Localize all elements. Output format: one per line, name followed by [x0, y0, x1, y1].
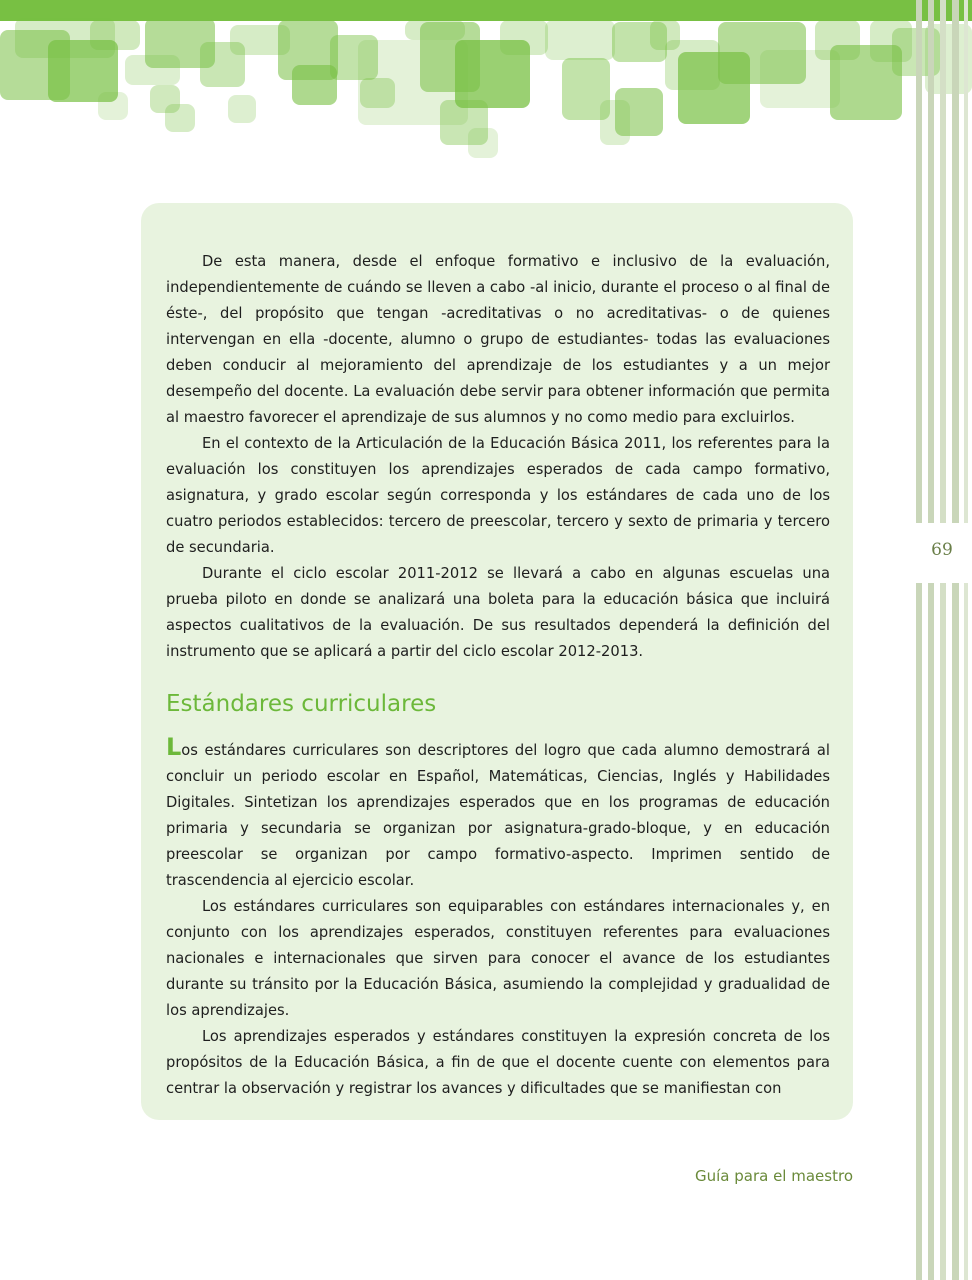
paragraph-text: os estándares curriculares son descriptores del logro que cada alumno demostrará al concluir un periodo escolar en Español, Matemáticas, Ciencias, Inglés y Habilidades Digitales. Sintetizan los aprendizajes esperados que en los programas de educación primaria y secundaria se organizan por asignatura-grado-bloque, y en educación preescolar se organizan por campo formativo-aspecto. Imprimen sentido de trascendencia al ejercicio escolar.	[166, 742, 830, 889]
paragraph: En el contexto de la Articulación de la Educación Básica 2011, los referentes para la evaluación los constituyen los aprendizajes esperados de cada campo formativo, asignatura, y grado escolar según corresponda y los estándares de cada uno de los cuatro periodos establecidos: tercero de preescolar, tercero y sexto de primaria y tercero de secundaria.	[166, 435, 830, 556]
paragraph-with-dropcap	[166, 733, 830, 894]
dropcap-letter: L	[166, 733, 182, 761]
paragraph: De esta manera, desde el enfoque formativo e inclusivo de la evaluación, independientemente de cuándo se lleven a cabo -al inicio, durante el proceso o al final de éste-, del propósito que tengan -acreditativas o no acreditativas- o de quienes intervengan en ella -docente, alumno o grupo de estudiantes- todas las evaluaciones deben conducir al mejoramiento del aprendizaje de los estudiantes y a un mejor desempeño del docente. La evaluación debe servir para obtener información que permita al maestro favorecer el aprendizaje de sus alumnos y no como medio para excluirlos.	[166, 253, 830, 426]
footer-title: Guía para el maestro	[694, 1167, 853, 1185]
right-margin-stripes	[912, 0, 972, 1280]
section-heading: Estándares curriculares	[166, 691, 437, 717]
paragraph: Durante el ciclo escolar 2011-2012 se llevará a cabo en algunas escuelas una prueba piloto en donde se analizará una boleta para la educación básica que incluirá aspectos cualitativos de la evaluación. De sus resultados dependerá la definición del instrumento que se aplicará a partir del ciclo escolar 2012-2013.	[166, 565, 830, 660]
paragraph: Los estándares curriculares son equiparables con estándares internacionales y, en conjunto con los aprendizajes esperados, constituyen referentes para evaluaciones nacionales e internacionales que sirven para conocer el avance de los estudiantes durante su tránsito por la Educación Básica, asumiendo la complejidad y gradualidad de los aprendizajes.	[166, 898, 830, 1019]
body-text	[166, 249, 830, 1102]
page-number: 69	[931, 540, 953, 560]
top-green-bar	[0, 0, 972, 21]
paragraph: Los aprendizajes esperados y estándares constituyen la expresión concreta de los propósitos de la Educación Básica, a fin de que el docente cuente con elementos para centrar la observación y registrar los avances y dificultades que se manifiestan con	[166, 1028, 830, 1097]
